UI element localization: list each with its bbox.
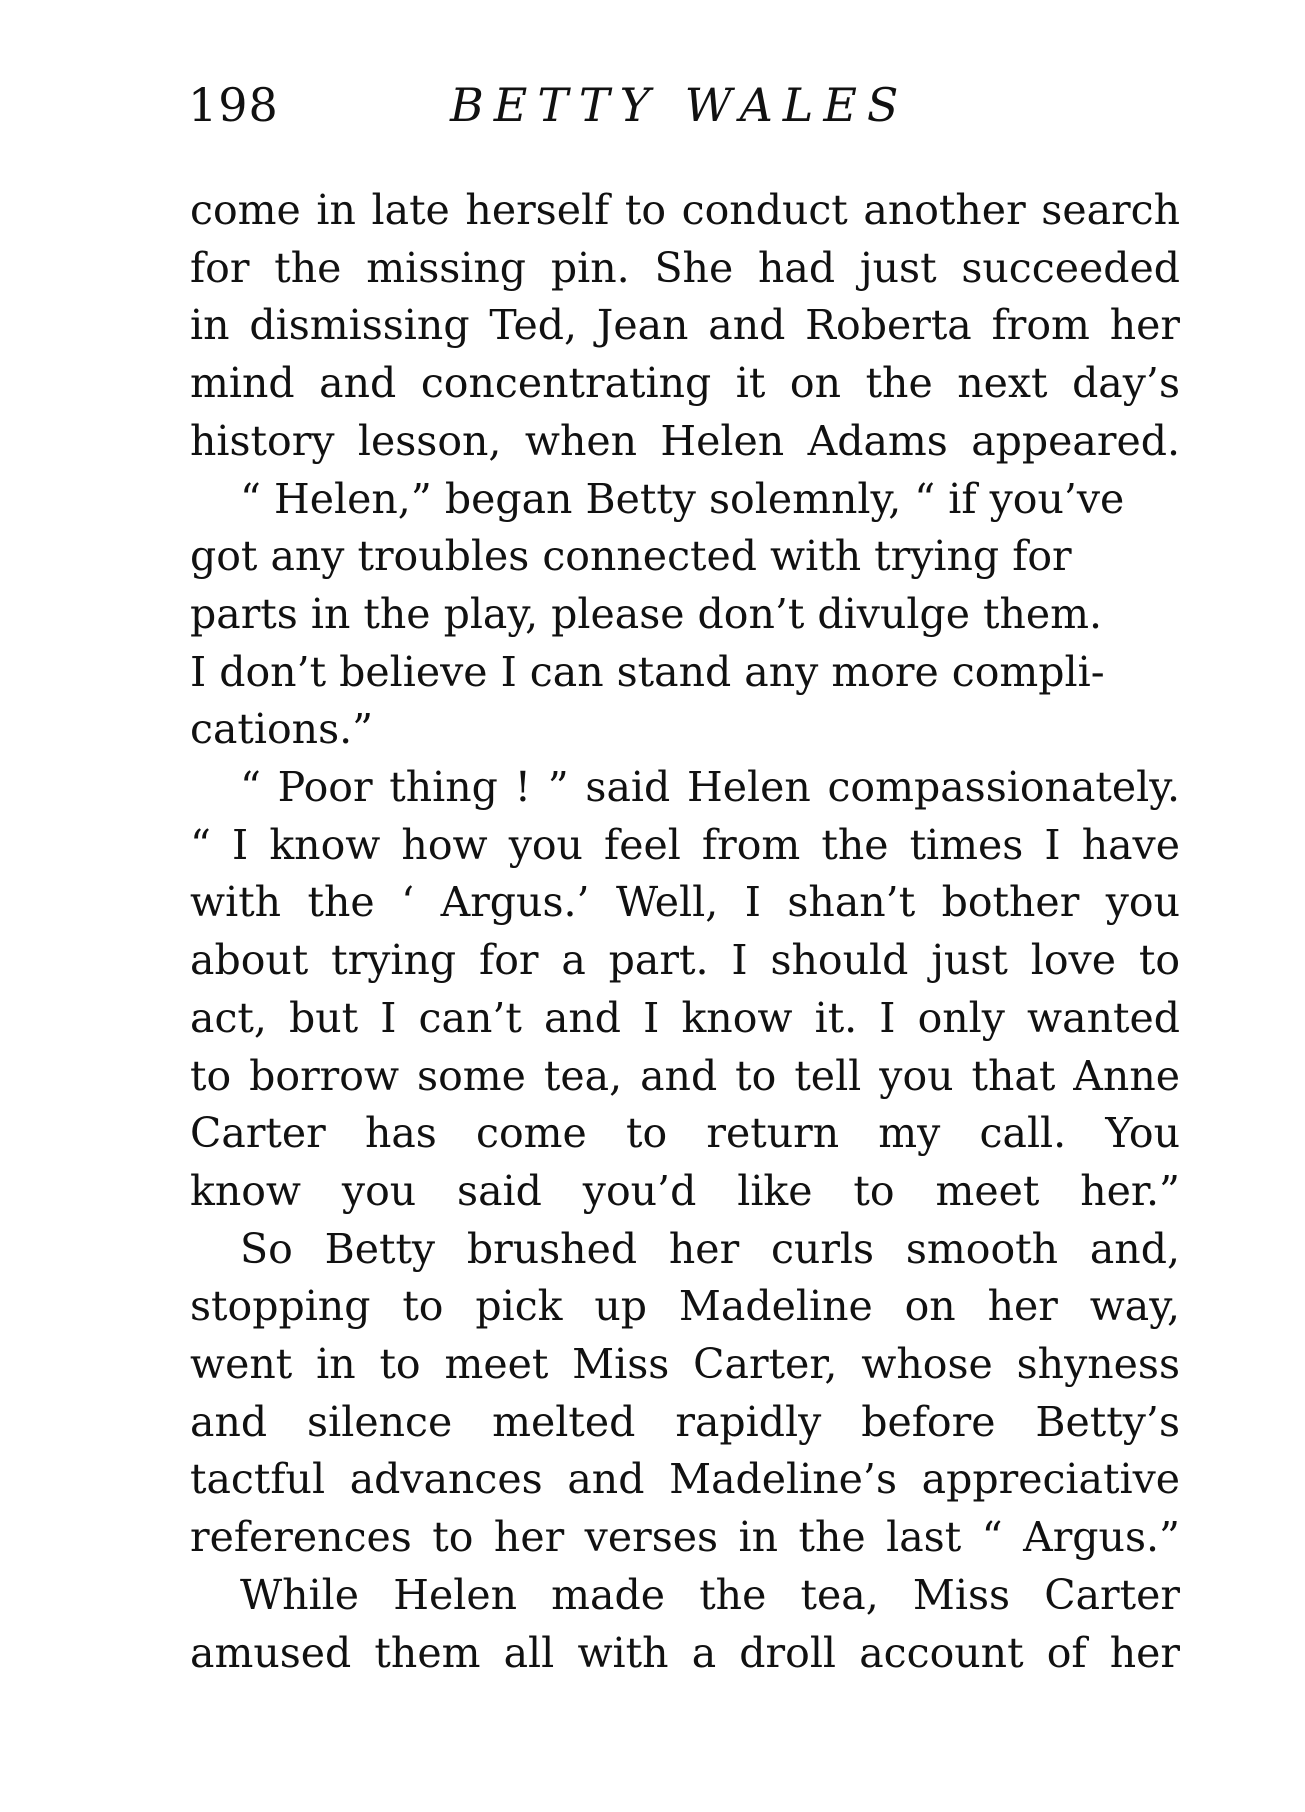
text-line: about trying for a part. I should just love to xyxy=(190,936,1180,985)
text-line: for the missing pin. She had just succeeded xyxy=(190,243,1180,292)
text-line: to borrow some tea, and to tell you that Anne xyxy=(190,1051,1180,1100)
text-line: tactful advances and Madeline’s appreciative xyxy=(190,1455,1180,1504)
text-line: amused them all with a droll account of her xyxy=(190,1628,1180,1677)
page-number: 198 xyxy=(188,78,279,132)
text-line: So Betty brushed her curls smooth and, xyxy=(240,1224,1180,1273)
paragraph-5 xyxy=(190,1567,1180,1682)
text-line: in dismissing Ted, Jean and Roberta from her xyxy=(190,301,1180,350)
text-line: “ Helen,” began Betty solemnly, “ if you’ve xyxy=(240,474,1125,523)
text-line: cations.” xyxy=(190,705,374,754)
text-line: Carter has come to return my call. You xyxy=(190,1109,1180,1158)
text-line: got any troubles connected with trying for xyxy=(190,532,1072,581)
paragraph-4 xyxy=(190,1221,1180,1567)
text-line: went in to meet Miss Carter, whose shyness xyxy=(190,1340,1180,1389)
text-line: While Helen made the tea, Miss Carter xyxy=(240,1570,1180,1619)
paragraph-2 xyxy=(190,471,1180,760)
paragraph-1 xyxy=(190,182,1180,471)
text-line: come in late herself to conduct another search xyxy=(190,186,1180,234)
text-line: “ I know how you feel from the times I have xyxy=(190,820,1180,869)
text-line: mind and concentrating it on the next day’s xyxy=(190,359,1180,408)
text-line: “ Poor thing ! ” said Helen compassionately. xyxy=(240,763,1180,812)
text-line: know you said you’d like to meet her.” xyxy=(190,1166,1180,1215)
book-title: BETTY WALES xyxy=(450,78,909,132)
text-line: and silence melted rapidly before Betty’s xyxy=(190,1397,1180,1446)
paragraph-3 xyxy=(190,759,1180,1221)
text-line: history lesson, when Helen Adams appeared. xyxy=(190,416,1180,465)
text-line: act, but I can’t and I know it. I only wanted xyxy=(190,993,1180,1042)
text-line: I don’t believe I can stand any more compli- xyxy=(190,647,1105,696)
running-head xyxy=(188,78,1178,138)
text-line: references to her verses in the last “ Argus.” xyxy=(190,1513,1180,1562)
text-line: stopping to pick up Madeline on her way, xyxy=(190,1282,1180,1331)
text-line: with the ‘ Argus.’ Well, I shan’t bother you xyxy=(190,878,1180,927)
body-text xyxy=(190,182,1180,1682)
text-line: parts in the play, please don’t divulge them. xyxy=(190,589,1103,638)
